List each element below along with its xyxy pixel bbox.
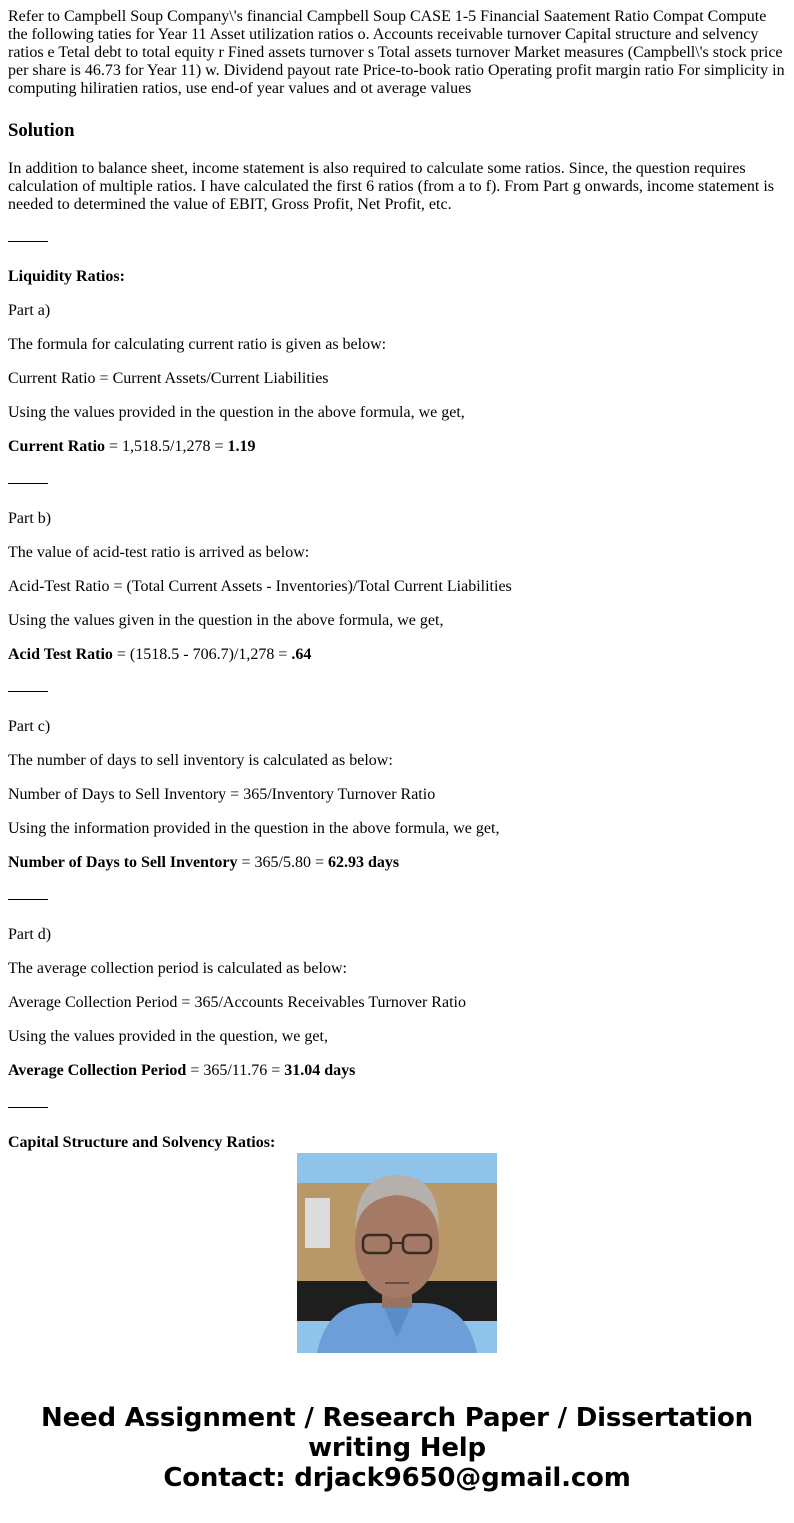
part-b-label: Part b): [8, 510, 52, 527]
part-b-result: Acid Test Ratio = (1518.5 - 706.7)/1,278 = .64: [8, 646, 312, 663]
part-a-intro: The formula for calculating current ratio is given as below:: [8, 336, 387, 353]
part-d-using: Using the values provided in the question, we get,: [8, 1028, 328, 1045]
promo-banner: [0, 1403, 794, 1493]
author-avatar: [297, 1153, 497, 1353]
part-c-label: Part c): [8, 718, 51, 735]
promo-line-1: Need Assignment / Research Paper / Dissertation: [41, 1403, 753, 1433]
part-a-label: Part a): [8, 302, 51, 319]
part-d-formula: Average Collection Period = 365/Accounts Receivables Turnover Ratio: [8, 994, 466, 1011]
separator: [8, 1107, 48, 1108]
separator: [8, 483, 48, 484]
solution-heading: Solution: [8, 120, 75, 141]
part-c-intro: The number of days to sell inventory is calculated as below:: [8, 752, 393, 769]
part-a-using: Using the values provided in the question in the above formula, we get,: [8, 404, 465, 421]
question-text: Refer to Campbell Soup Company\'s financial Campbell Soup CASE 1-5 Financial Saatement Ratio Compat Compute the following taties for Year 11 Asset utilization ratios o. Accounts receivable turnover Capital structure and selvency ratios e Tetal debt to total equity r Fined assets turnover s Total assets turnover Market measures (Campbell\'s stock price per share is 46.73 for Year 11) w. Dividend payout rate Price-to-book ratio Operating profit margin ratio For simplicity in computing hiliratien ratios, use end-of year values and ot average values: [8, 8, 785, 97]
separator: [8, 241, 48, 242]
solution-intro: In addition to balance sheet, income statement is also required to calculate some ratios. Since, the question requires calculation of multiple ratios. I have calculated the first 6 ratios (from a to f). From Part g onwards, income statement is needed to determined the value of EBIT, Gross Profit, Net Profit, etc.: [8, 160, 774, 213]
part-c-formula: Number of Days to Sell Inventory = 365/Inventory Turnover Ratio: [8, 786, 436, 803]
part-d-intro: The average collection period is calculated as below:: [8, 960, 347, 977]
document-content: [8, 8, 786, 1151]
section-heading-liquidity: Liquidity Ratios:: [8, 268, 125, 285]
part-d-result: Average Collection Period = 365/11.76 = 31.04 days: [8, 1062, 356, 1079]
author-portrait-icon: [297, 1153, 497, 1353]
part-c-result: Number of Days to Sell Inventory = 365/5.80 = 62.93 days: [8, 854, 400, 871]
part-d-label: Part d): [8, 926, 52, 943]
part-a-result: Current Ratio = 1,518.5/1,278 = 1.19: [8, 438, 256, 455]
part-c-using: Using the information provided in the question in the above formula, we get,: [8, 820, 500, 837]
separator: [8, 899, 48, 900]
part-b-formula: Acid-Test Ratio = (Total Current Assets - Inventories)/Total Current Liabilities: [8, 578, 512, 595]
promo-line-2: writing Help: [308, 1433, 486, 1463]
section-heading-capital-structure: Capital Structure and Solvency Ratios:: [8, 1134, 276, 1151]
promo-contact: Contact: drjack9650@gmail.com: [163, 1463, 631, 1493]
part-b-using: Using the values given in the question in the above formula, we get,: [8, 612, 444, 629]
part-a-formula: Current Ratio = Current Assets/Current Liabilities: [8, 370, 329, 387]
part-b-intro: The value of acid-test ratio is arrived as below:: [8, 544, 310, 561]
separator: [8, 691, 48, 692]
